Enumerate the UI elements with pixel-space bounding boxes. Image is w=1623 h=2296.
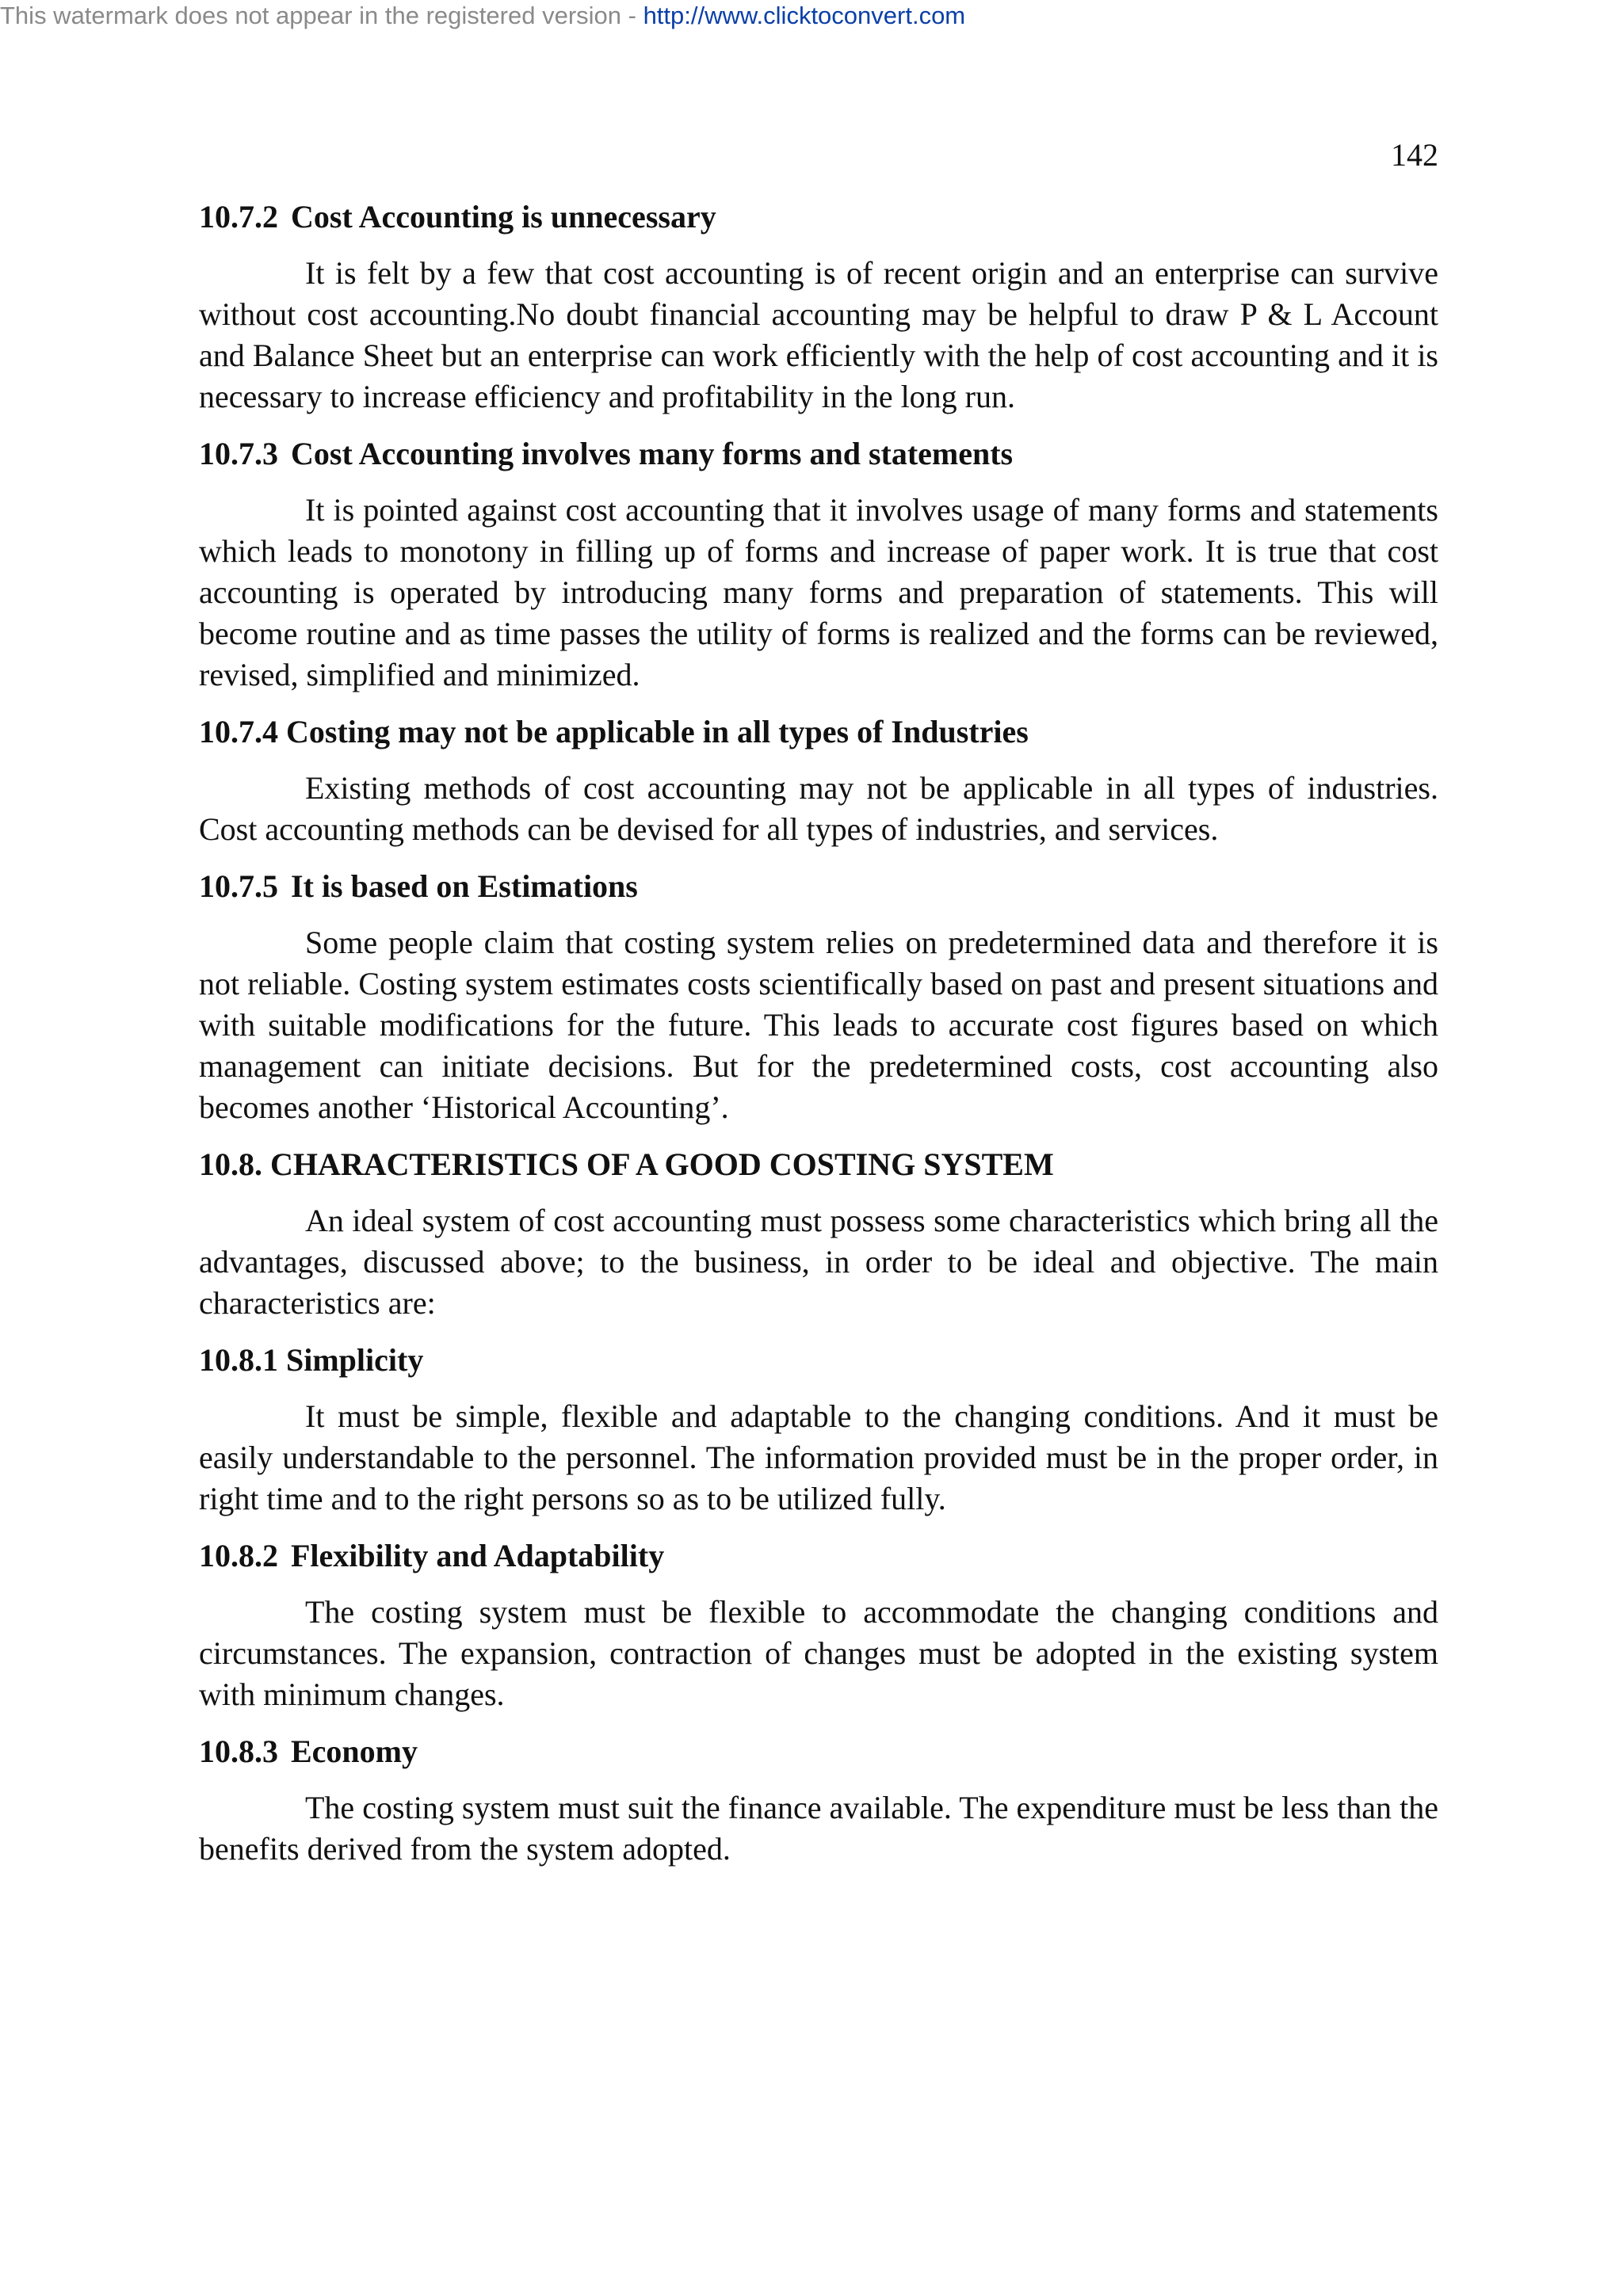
page-number: 142	[1391, 137, 1438, 173]
section-number: 10.7.2	[199, 199, 278, 235]
section-number: 10.8.1	[199, 1342, 278, 1378]
section-title: Cost Accounting is unnecessary	[291, 199, 716, 235]
section-10-7-2	[199, 196, 1438, 418]
section-heading	[199, 433, 1438, 475]
section-number: 10.7.5	[199, 868, 278, 904]
paragraph: It is felt by a few that cost accounting is of recent origin and an enterprise can survive without cost accounting.No doubt financial accounting may be helpful to draw P & L Account and Balance Sheet but an enterprise can work efficiently with the help of cost accounting and it is necessary to increase efficiency and profitability in the long run.	[199, 255, 1438, 414]
watermark-text: This watermark does not appear in the registered version -	[0, 2, 643, 29]
section-title: Cost Accounting involves many forms and statements	[291, 436, 1014, 471]
paragraph: It is pointed against cost accounting that it involves usage of many forms and statements which leads to monotony in filling up of forms and increase of paper work. It is true that cost accounting is operated by introducing many forms and preparation of statements. This will become routine and as time passes the utility of forms is realized and the forms can be reviewed, revised, simplified and minimized.	[199, 492, 1438, 692]
section-title: Economy	[291, 1733, 418, 1769]
section-heading	[199, 1144, 1438, 1185]
section-heading	[199, 711, 1438, 753]
section-title: Flexibility and Adaptability	[291, 1538, 665, 1573]
section-title: CHARACTERISTICS OF A GOOD COSTING SYSTEM	[270, 1146, 1054, 1182]
watermark-banner	[0, 2, 965, 30]
paragraph: It must be simple, flexible and adaptable to the changing conditions. And it must be easily understandable to the personnel. The information provided must be in the proper order, in right time and to the right persons so as to be utilized fully.	[199, 1398, 1438, 1516]
paragraph: Some people claim that costing system relies on predetermined data and therefore it is not reliable. Costing system estimates costs scientifically based on past and present situations and with suitable modifications for the future. This leads to accurate cost figures based on which management can initiate decisions. But for the predetermined costs, cost accounting also becomes another ‘Historical Accounting’.	[199, 925, 1438, 1125]
section-number: 10.8.2	[199, 1538, 278, 1573]
section-10-8	[199, 1144, 1438, 1324]
section-number: 10.8.3	[199, 1733, 278, 1769]
section-10-7-3	[199, 433, 1438, 696]
paragraph: The costing system must suit the finance available. The expenditure must be less than the benefits derived from the system adopted.	[199, 1790, 1438, 1867]
section-number: 10.8.	[199, 1146, 262, 1182]
section-title: Costing may not be applicable in all types of Industries	[286, 714, 1029, 749]
section-heading	[199, 1340, 1438, 1381]
section-10-8-3	[199, 1731, 1438, 1870]
paragraph: The costing system must be flexible to accommodate the changing conditions and circumstances. The expansion, contraction of changes must be adopted in the existing system with minimum changes.	[199, 1594, 1438, 1712]
section-10-7-5	[199, 866, 1438, 1128]
watermark-link[interactable]: http://www.clicktoconvert.com	[643, 2, 966, 29]
section-heading	[199, 1535, 1438, 1577]
section-10-8-1	[199, 1340, 1438, 1520]
paragraph: An ideal system of cost accounting must possess some characteristics which bring all the advantages, discussed above; to the business, in order to be ideal and objective. The main characteristics are:	[199, 1203, 1438, 1321]
section-number: 10.7.3	[199, 436, 278, 471]
document-body	[199, 196, 1438, 1886]
section-heading	[199, 1731, 1438, 1772]
section-10-7-4	[199, 711, 1438, 850]
section-title: It is based on Estimations	[291, 868, 638, 904]
section-number: 10.7.4	[199, 714, 278, 749]
section-10-8-2	[199, 1535, 1438, 1715]
section-heading	[199, 866, 1438, 907]
section-title: Simplicity	[286, 1342, 424, 1378]
section-heading	[199, 196, 1438, 238]
paragraph: Existing methods of cost accounting may not be applicable in all types of industries. Cost accounting methods can be devised for all types of industries, and services.	[199, 770, 1438, 847]
